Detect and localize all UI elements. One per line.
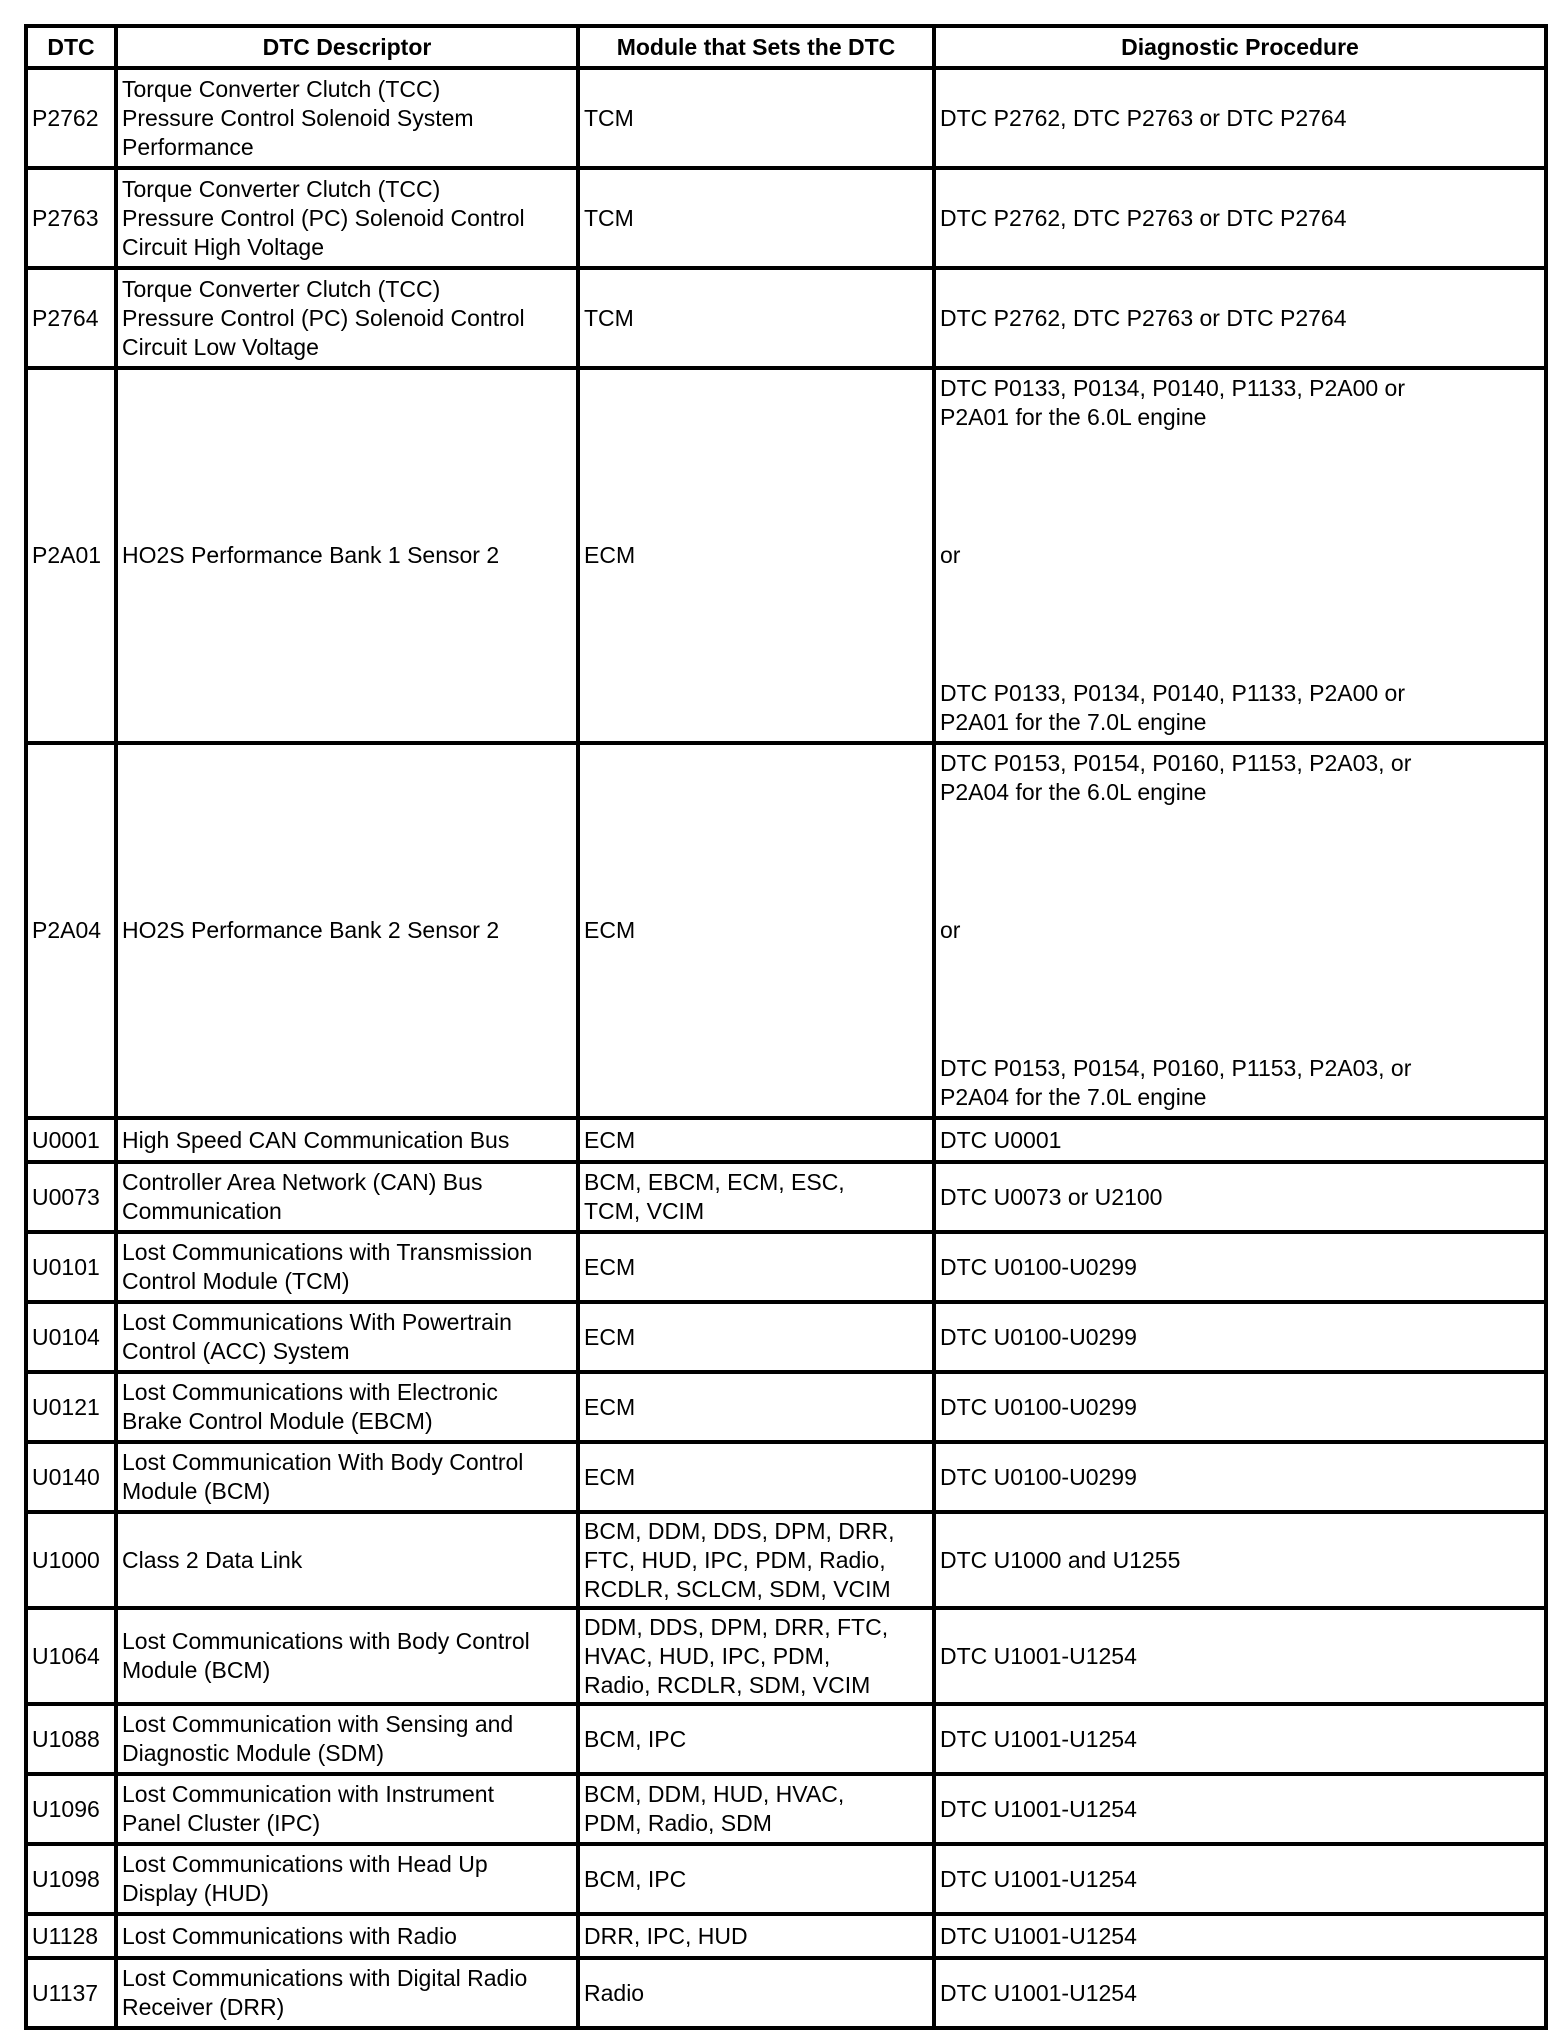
module-line: DDM, DDS, DPM, DRR, FTC,: [584, 1613, 889, 1640]
dtc-descriptor-line: Lost Communication With Body Control: [122, 1449, 524, 1475]
header-module: Module that Sets the DTC: [578, 26, 934, 68]
module-cell: [578, 1844, 934, 1914]
header-procedure: Diagnostic Procedure: [934, 26, 1546, 68]
module-line: BCM, IPC: [584, 1865, 687, 1892]
dtc-descriptor-line: Lost Communications with Body Control: [122, 1628, 530, 1654]
dtc-descriptor-line: Performance: [122, 133, 254, 160]
table-row: [26, 1118, 1546, 1162]
procedure-cell: [934, 1512, 1546, 1608]
module-cell: [578, 1608, 934, 1704]
dtc-descriptor-cell: [116, 168, 578, 268]
dtc-descriptor-line: Control Module (TCM): [122, 1268, 350, 1294]
procedure-line: DTC U1001-U1254: [940, 1725, 1137, 1752]
dtc-code: P2762: [26, 68, 116, 168]
table-row: [26, 68, 1546, 168]
procedure-block: [940, 916, 1540, 945]
dtc-descriptor-cell: [116, 1302, 578, 1372]
dtc-descriptor-line: Torque Converter Clutch (TCC): [122, 75, 441, 102]
procedure-line: DTC U1000 and U1255: [940, 1546, 1181, 1573]
dtc-descriptor-cell: [116, 1774, 578, 1844]
procedure-line: DTC P0153, P0154, P0160, P1153, P2A03, or: [940, 1055, 1412, 1081]
module-line: ECM: [584, 1253, 636, 1280]
procedure-cell: [934, 68, 1546, 168]
module-line: TCM: [584, 304, 634, 331]
dtc-descriptor-line: Controller Area Network (CAN) Bus: [122, 1169, 483, 1195]
procedure-stack: [940, 749, 1540, 1112]
module-line: ECM: [584, 1126, 636, 1153]
module-line: TCM: [584, 204, 634, 231]
procedure-cell: [934, 168, 1546, 268]
dtc-code: P2764: [26, 268, 116, 368]
module-line: BCM, IPC: [584, 1725, 687, 1752]
dtc-descriptor-line: Control (ACC) System: [122, 1338, 350, 1364]
module-cell: [578, 1302, 934, 1372]
dtc-descriptor-line: Communication: [122, 1198, 282, 1224]
module-cell: [578, 68, 934, 168]
module-line: RCDLR, SCLCM, SDM, VCIM: [584, 1575, 891, 1602]
table-row: [26, 1512, 1546, 1608]
dtc-descriptor-cell: [116, 68, 578, 168]
procedure-line: DTC U1001-U1254: [940, 1865, 1137, 1892]
procedure-cell: [934, 368, 1546, 743]
procedure-cell: [934, 1442, 1546, 1512]
table-row: [26, 1442, 1546, 1512]
table-row: [26, 1844, 1546, 1914]
procedure-line: DTC U1001-U1254: [940, 1795, 1137, 1822]
procedure-line: P2A04 for the 7.0L engine: [940, 1084, 1207, 1110]
dtc-code: U0101: [26, 1232, 116, 1302]
procedure-line: DTC P0133, P0134, P0140, P1133, P2A00 or: [940, 680, 1405, 706]
module-line: Radio: [584, 1979, 645, 2006]
dtc-code: U0140: [26, 1442, 116, 1512]
module-cell: [578, 1774, 934, 1844]
dtc-code: U1098: [26, 1844, 116, 1914]
procedure-line: P2A01 for the 6.0L engine: [940, 404, 1207, 430]
dtc-descriptor-cell: [116, 1914, 578, 1958]
dtc-descriptor-line: Display (HUD): [122, 1880, 269, 1906]
dtc-descriptor-line: Class 2 Data Link: [122, 1546, 303, 1573]
dtc-descriptor-line: High Speed CAN Communication Bus: [122, 1126, 510, 1153]
procedure-cell: [934, 1958, 1546, 2028]
dtc-code: P2A04: [26, 743, 116, 1118]
procedure-line: or: [940, 542, 961, 568]
table-row: [26, 1372, 1546, 1442]
module-cell: [578, 1958, 934, 2028]
procedure-block: [940, 749, 1540, 807]
dtc-descriptor-line: Receiver (DRR): [122, 1994, 285, 2020]
procedure-line: DTC U1001-U1254: [940, 1979, 1137, 2006]
module-cell: [578, 1232, 934, 1302]
module-line: ECM: [584, 1393, 636, 1420]
module-line: TCM: [584, 104, 634, 131]
dtc-descriptor-line: HO2S Performance Bank 1 Sensor 2: [122, 542, 500, 568]
module-line: BCM, EBCM, ECM, ESC,: [584, 1169, 845, 1195]
dtc-descriptor-line: Brake Control Module (EBCM): [122, 1408, 433, 1434]
procedure-block: [940, 1054, 1540, 1112]
module-line: Radio, RCDLR, SDM, VCIM: [584, 1671, 871, 1698]
procedure-line: DTC P2762, DTC P2763 or DTC P2764: [940, 304, 1347, 331]
procedure-line: DTC P2762, DTC P2763 or DTC P2764: [940, 104, 1347, 131]
module-line: ECM: [584, 1463, 636, 1490]
dtc-code: U1064: [26, 1608, 116, 1704]
dtc-descriptor-line: Pressure Control Solenoid System: [122, 104, 474, 131]
procedure-line: DTC U0100-U0299: [940, 1463, 1137, 1490]
dtc-descriptor-line: Lost Communications With Powertrain: [122, 1309, 512, 1335]
table-row: [26, 1704, 1546, 1774]
module-line: ECM: [584, 917, 636, 943]
dtc-descriptor-line: Lost Communication with Instrument: [122, 1781, 494, 1807]
table-row: [26, 1774, 1546, 1844]
dtc-code: P2763: [26, 168, 116, 268]
module-line: TCM, VCIM: [584, 1198, 705, 1224]
dtc-descriptor-line: Lost Communications with Digital Radio: [122, 1965, 528, 1991]
dtc-code: U0104: [26, 1302, 116, 1372]
procedure-line: P2A01 for the 7.0L engine: [940, 709, 1207, 735]
dtc-descriptor-line: Torque Converter Clutch (TCC): [122, 175, 441, 202]
dtc-descriptor-cell: [116, 1162, 578, 1232]
module-cell: [578, 743, 934, 1118]
dtc-code: P2A01: [26, 368, 116, 743]
dtc-descriptor-cell: [116, 1512, 578, 1608]
dtc-code: U1000: [26, 1512, 116, 1608]
dtc-descriptor-line: Circuit High Voltage: [122, 233, 324, 260]
procedure-block: [940, 679, 1540, 737]
module-cell: [578, 368, 934, 743]
module-line: DRR, IPC, HUD: [584, 1922, 748, 1949]
dtc-code: U0073: [26, 1162, 116, 1232]
module-line: BCM, DDM, DDS, DPM, DRR,: [584, 1517, 895, 1544]
module-line: ECM: [584, 1323, 636, 1350]
dtc-descriptor-line: Lost Communications with Electronic: [122, 1379, 498, 1405]
dtc-descriptor-line: Pressure Control (PC) Solenoid Control: [122, 204, 525, 231]
procedure-cell: [934, 743, 1546, 1118]
dtc-code: U0121: [26, 1372, 116, 1442]
table-row: [26, 168, 1546, 268]
procedure-line: DTC U0100-U0299: [940, 1323, 1137, 1350]
dtc-descriptor-line: Torque Converter Clutch (TCC): [122, 275, 441, 302]
dtc-code: U0001: [26, 1118, 116, 1162]
procedure-cell: [934, 1608, 1546, 1704]
dtc-descriptor-line: Lost Communications with Head Up: [122, 1851, 488, 1877]
table-row: [26, 368, 1546, 743]
dtc-descriptor-line: Panel Cluster (IPC): [122, 1810, 321, 1836]
procedure-line: DTC U1001-U1254: [940, 1922, 1137, 1949]
dtc-descriptor-cell: [116, 743, 578, 1118]
dtc-descriptor-line: Lost Communications with Radio: [122, 1922, 457, 1949]
procedure-line: DTC P0153, P0154, P0160, P1153, P2A03, or: [940, 750, 1412, 776]
procedure-cell: [934, 1914, 1546, 1958]
dtc-descriptor-cell: [116, 1372, 578, 1442]
module-cell: [578, 1162, 934, 1232]
procedure-cell: [934, 1844, 1546, 1914]
dtc-descriptor-line: Lost Communications with Transmission: [122, 1239, 533, 1265]
procedure-stack: [940, 374, 1540, 737]
header-dtc: DTC: [26, 26, 116, 68]
module-line: ECM: [584, 542, 636, 568]
dtc-descriptor-line: Module (BCM): [122, 1478, 271, 1504]
dtc-code: U1088: [26, 1704, 116, 1774]
procedure-cell: [934, 268, 1546, 368]
module-line: HVAC, HUD, IPC, PDM,: [584, 1642, 831, 1669]
module-line: FTC, HUD, IPC, PDM, Radio,: [584, 1546, 886, 1573]
dtc-descriptor-cell: [116, 1118, 578, 1162]
procedure-line: P2A04 for the 6.0L engine: [940, 779, 1207, 805]
header-row: [26, 26, 1546, 68]
procedure-line: or: [940, 917, 961, 943]
table-row: [26, 1958, 1546, 2028]
dtc-descriptor-cell: [116, 1232, 578, 1302]
table-row: [26, 1914, 1546, 1958]
procedure-cell: [934, 1704, 1546, 1774]
dtc-descriptor-cell: [116, 1608, 578, 1704]
dtc-descriptor-cell: [116, 1442, 578, 1512]
procedure-cell: [934, 1302, 1546, 1372]
procedure-cell: [934, 1118, 1546, 1162]
dtc-descriptor-cell: [116, 1958, 578, 2028]
procedure-line: DTC U0073 or U2100: [940, 1183, 1163, 1210]
table-body: [26, 68, 1546, 2028]
dtc-descriptor-cell: [116, 1704, 578, 1774]
module-cell: [578, 168, 934, 268]
dtc-descriptor-line: HO2S Performance Bank 2 Sensor 2: [122, 917, 500, 943]
procedure-line: DTC P2762, DTC P2763 or DTC P2764: [940, 204, 1347, 231]
table-row: [26, 1608, 1546, 1704]
module-cell: [578, 1512, 934, 1608]
procedure-block: [940, 541, 1540, 570]
module-cell: [578, 1372, 934, 1442]
dtc-table: [24, 24, 1548, 2030]
procedure-line: DTC U0100-U0299: [940, 1393, 1137, 1420]
procedure-cell: [934, 1232, 1546, 1302]
dtc-descriptor-line: Lost Communication with Sensing and: [122, 1711, 514, 1737]
dtc-descriptor-cell: [116, 268, 578, 368]
table-row: [26, 743, 1546, 1118]
procedure-line: DTC P0133, P0134, P0140, P1133, P2A00 or: [940, 375, 1405, 401]
table-row: [26, 268, 1546, 368]
procedure-cell: [934, 1372, 1546, 1442]
dtc-descriptor-line: Circuit Low Voltage: [122, 333, 319, 360]
table-row: [26, 1302, 1546, 1372]
module-line: BCM, DDM, HUD, HVAC,: [584, 1781, 845, 1807]
dtc-code: U1128: [26, 1914, 116, 1958]
dtc-descriptor-cell: [116, 368, 578, 743]
procedure-block: [940, 374, 1540, 432]
dtc-code: U1137: [26, 1958, 116, 2028]
dtc-descriptor-line: Diagnostic Module (SDM): [122, 1740, 385, 1766]
module-cell: [578, 1914, 934, 1958]
dtc-descriptor-line: Pressure Control (PC) Solenoid Control: [122, 304, 525, 331]
module-cell: [578, 1442, 934, 1512]
module-cell: [578, 268, 934, 368]
module-line: PDM, Radio, SDM: [584, 1810, 772, 1836]
procedure-cell: [934, 1774, 1546, 1844]
module-cell: [578, 1704, 934, 1774]
table-row: [26, 1232, 1546, 1302]
dtc-code: U1096: [26, 1774, 116, 1844]
header-descriptor: DTC Descriptor: [116, 26, 578, 68]
procedure-line: DTC U0100-U0299: [940, 1253, 1137, 1280]
dtc-descriptor-line: Module (BCM): [122, 1657, 271, 1683]
table-row: [26, 1162, 1546, 1232]
procedure-line: DTC U0001: [940, 1126, 1062, 1153]
procedure-cell: [934, 1162, 1546, 1232]
dtc-descriptor-cell: [116, 1844, 578, 1914]
procedure-line: DTC U1001-U1254: [940, 1642, 1137, 1669]
module-cell: [578, 1118, 934, 1162]
